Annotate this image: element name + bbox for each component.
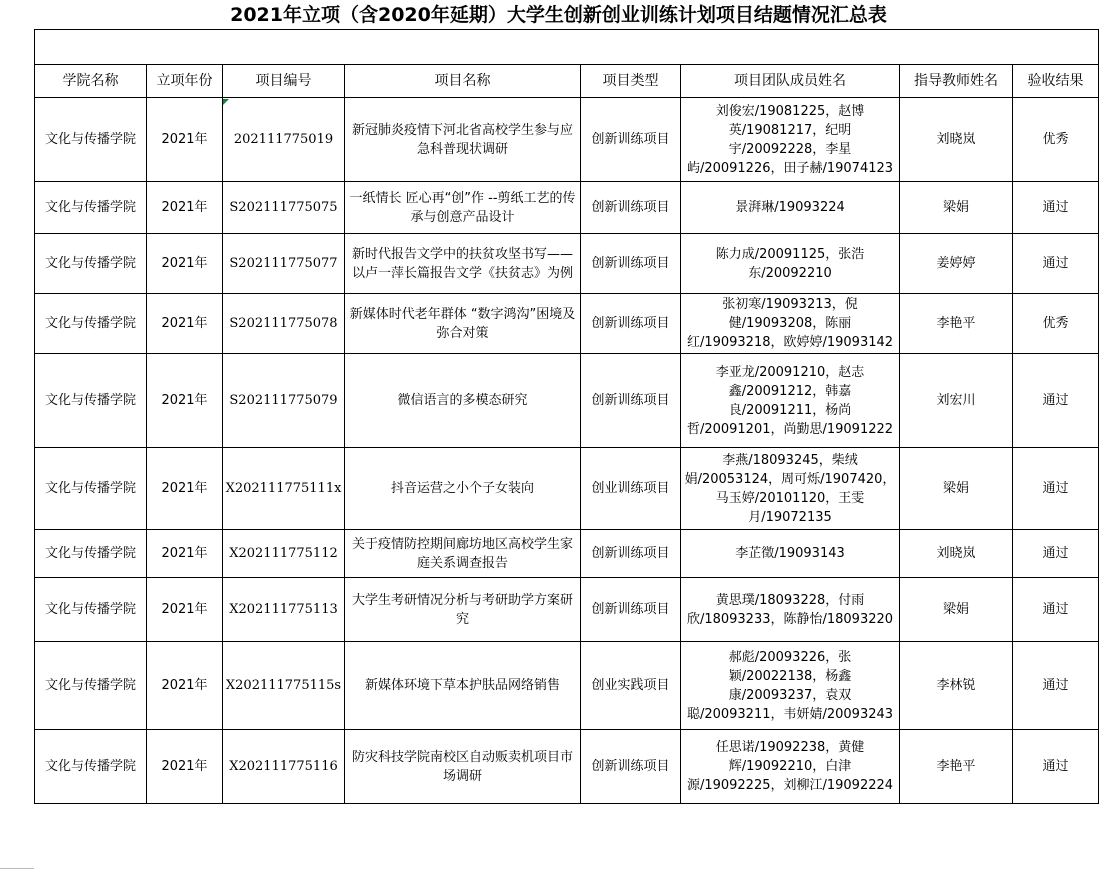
year-cell[interactable]: 2021年 <box>147 182 223 234</box>
team-members-cell[interactable]: 李亚龙/20091210，赵志鑫/20091212，韩嘉良/20091211，杨尚哲/20091201，尚勤思/19091222 <box>681 354 900 448</box>
project-type-cell[interactable]: 创业训练项目 <box>581 448 681 530</box>
advisor-cell[interactable]: 刘宏川 <box>900 354 1013 448</box>
team-members-cell[interactable]: 任思诺/19092238，黄健辉/19092210，白津源/19092225，刘柳江/19092224 <box>681 730 900 804</box>
team-members-cell[interactable]: 黄思璞/18093228，付雨欣/18093233，陈静怡/18093220 <box>681 578 900 642</box>
advisor-cell[interactable]: 李林锐 <box>900 642 1013 730</box>
project-name-cell[interactable]: 新冠肺炎疫情下河北省高校学生参与应急科普现状调研 <box>345 98 581 182</box>
team-members-cell[interactable]: 刘俊宏/19081225，赵博英/19081217，纪明宇/20092228，李星屿/20091226，田子赫/19074123 <box>681 98 900 182</box>
col-header-name[interactable]: 项目名称 <box>345 65 581 98</box>
project-name-cell[interactable]: 新时代报告文学中的扶贫攻坚书写——以卢一萍长篇报告文学《扶贫志》为例 <box>345 234 581 294</box>
advisor-cell[interactable]: 刘晓岚 <box>900 98 1013 182</box>
year-cell[interactable]: 2021年 <box>147 578 223 642</box>
result-cell[interactable]: 通过 <box>1013 578 1099 642</box>
advisor-cell[interactable]: 刘晓岚 <box>900 530 1013 578</box>
table-row <box>35 530 1099 578</box>
project-name-cell[interactable]: 微信语言的多模态研究 <box>345 354 581 448</box>
table-row <box>35 578 1099 642</box>
summary-table <box>34 29 1099 804</box>
project-code-cell[interactable]: S202111775075 <box>223 182 345 234</box>
project-code-cell[interactable]: X202111775115s <box>223 642 345 730</box>
project-type-cell[interactable]: 创新训练项目 <box>581 730 681 804</box>
result-cell[interactable]: 通过 <box>1013 182 1099 234</box>
college-cell[interactable]: 文化与传播学院 <box>35 448 147 530</box>
project-type-cell[interactable]: 创新训练项目 <box>581 294 681 354</box>
project-type-cell[interactable]: 创新训练项目 <box>581 234 681 294</box>
team-members-cell[interactable]: 李芷徵/19093143 <box>681 530 900 578</box>
cell-comment-marker-icon <box>223 99 229 105</box>
col-header-type[interactable]: 项目类型 <box>581 65 681 98</box>
college-cell[interactable]: 文化与传播学院 <box>35 294 147 354</box>
team-members-cell[interactable]: 景湃琳/19093224 <box>681 182 900 234</box>
year-cell[interactable]: 2021年 <box>147 98 223 182</box>
table-row <box>35 642 1099 730</box>
col-header-year[interactable]: 立项年份 <box>147 65 223 98</box>
col-header-college[interactable]: 学院名称 <box>35 65 147 98</box>
blank-cell[interactable] <box>35 30 1099 65</box>
project-code-cell[interactable]: X202111775112 <box>223 530 345 578</box>
page-title: 2021年立项（含2020年延期）大学生创新创业训练计划项目结题情况汇总表 <box>230 4 887 26</box>
result-cell[interactable]: 优秀 <box>1013 98 1099 182</box>
advisor-cell[interactable]: 梁娟 <box>900 182 1013 234</box>
team-members-cell[interactable]: 陈力成/20091125，张浩东/20092210 <box>681 234 900 294</box>
project-name-cell[interactable]: 一纸情长 匠心再“创”作 --剪纸工艺的传承与创意产品设计 <box>345 182 581 234</box>
college-cell[interactable]: 文化与传播学院 <box>35 530 147 578</box>
project-type-cell[interactable]: 创业实践项目 <box>581 642 681 730</box>
advisor-cell[interactable]: 梁娟 <box>900 448 1013 530</box>
project-name-cell[interactable]: 关于疫情防控期间廊坊地区高校学生家庭关系调查报告 <box>345 530 581 578</box>
team-members-cell[interactable]: 郝彪/20093226，张颖/20022138，杨鑫康/20093237，袁双聪/20093211，韦妍婧/20093243 <box>681 642 900 730</box>
college-cell[interactable]: 文化与传播学院 <box>35 642 147 730</box>
college-cell[interactable]: 文化与传播学院 <box>35 234 147 294</box>
project-type-cell[interactable]: 创新训练项目 <box>581 182 681 234</box>
result-cell[interactable]: 优秀 <box>1013 294 1099 354</box>
result-cell[interactable]: 通过 <box>1013 642 1099 730</box>
college-cell[interactable]: 文化与传播学院 <box>35 98 147 182</box>
result-cell[interactable]: 通过 <box>1013 234 1099 294</box>
advisor-cell[interactable]: 李艳平 <box>900 730 1013 804</box>
year-cell[interactable]: 2021年 <box>147 294 223 354</box>
project-type-cell[interactable]: 创新训练项目 <box>581 578 681 642</box>
year-cell[interactable]: 2021年 <box>147 642 223 730</box>
project-type-cell[interactable]: 创新训练项目 <box>581 530 681 578</box>
table-row <box>35 234 1099 294</box>
project-code-cell[interactable]: X202111775113 <box>223 578 345 642</box>
col-header-result[interactable]: 验收结果 <box>1013 65 1099 98</box>
team-members-cell[interactable]: 李燕/18093245，柴绒娟/20053124，周可烁/1907420，马玉婷/20101120，王雯月/19072135 <box>681 448 900 530</box>
blank-row <box>35 30 1099 65</box>
year-cell[interactable]: 2021年 <box>147 530 223 578</box>
project-code-cell[interactable]: X202111775116 <box>223 730 345 804</box>
team-members-cell[interactable]: 张初寒/19093213，倪健/19093208，陈丽红/19093218，欧婷婷/19093142 <box>681 294 900 354</box>
table-row <box>35 294 1099 354</box>
college-cell[interactable]: 文化与传播学院 <box>35 354 147 448</box>
project-code-cell[interactable]: S202111775078 <box>223 294 345 354</box>
table-row <box>35 448 1099 530</box>
advisor-cell[interactable]: 梁娟 <box>900 578 1013 642</box>
result-cell[interactable]: 通过 <box>1013 730 1099 804</box>
project-code-cell[interactable]: S202111775077 <box>223 234 345 294</box>
college-cell[interactable]: 文化与传播学院 <box>35 578 147 642</box>
result-cell[interactable]: 通过 <box>1013 530 1099 578</box>
year-cell[interactable]: 2021年 <box>147 448 223 530</box>
result-cell[interactable]: 通过 <box>1013 448 1099 530</box>
table-row <box>35 730 1099 804</box>
project-name-cell[interactable]: 新媒体环境下草本护肤品网络销售 <box>345 642 581 730</box>
col-header-members[interactable]: 项目团队成员姓名 <box>681 65 900 98</box>
advisor-cell[interactable]: 姜婷婷 <box>900 234 1013 294</box>
college-cell[interactable]: 文化与传播学院 <box>35 730 147 804</box>
college-cell[interactable]: 文化与传播学院 <box>35 182 147 234</box>
table-row <box>35 182 1099 234</box>
col-header-code[interactable]: 项目编号 <box>223 65 345 98</box>
project-code-cell[interactable]: X202111775111x <box>223 448 345 530</box>
project-code-cell[interactable]: 202111775019 <box>223 98 345 182</box>
project-name-cell[interactable]: 大学生考研情况分析与考研助学方案研究 <box>345 578 581 642</box>
project-name-cell[interactable]: 防灾科技学院南校区自动贩卖机项目市场调研 <box>345 730 581 804</box>
table-row <box>35 98 1099 182</box>
result-cell[interactable]: 通过 <box>1013 354 1099 448</box>
year-cell[interactable]: 2021年 <box>147 730 223 804</box>
advisor-cell[interactable]: 李艳平 <box>900 294 1013 354</box>
project-code-cell[interactable]: S202111775079 <box>223 354 345 448</box>
project-name-cell[interactable]: 新媒体时代老年群体 “数字鸿沟”困境及弥合对策 <box>345 294 581 354</box>
project-type-cell[interactable]: 创新训练项目 <box>581 354 681 448</box>
table-row <box>35 354 1099 448</box>
project-name-cell[interactable]: 抖音运营之小个子女装向 <box>345 448 581 530</box>
year-cell[interactable]: 2021年 <box>147 354 223 448</box>
sheet-edge-divider <box>0 868 34 869</box>
project-type-cell[interactable]: 创新训练项目 <box>581 98 681 182</box>
year-cell[interactable]: 2021年 <box>147 234 223 294</box>
header-row <box>35 65 1099 98</box>
col-header-advisor[interactable]: 指导教师姓名 <box>900 65 1013 98</box>
